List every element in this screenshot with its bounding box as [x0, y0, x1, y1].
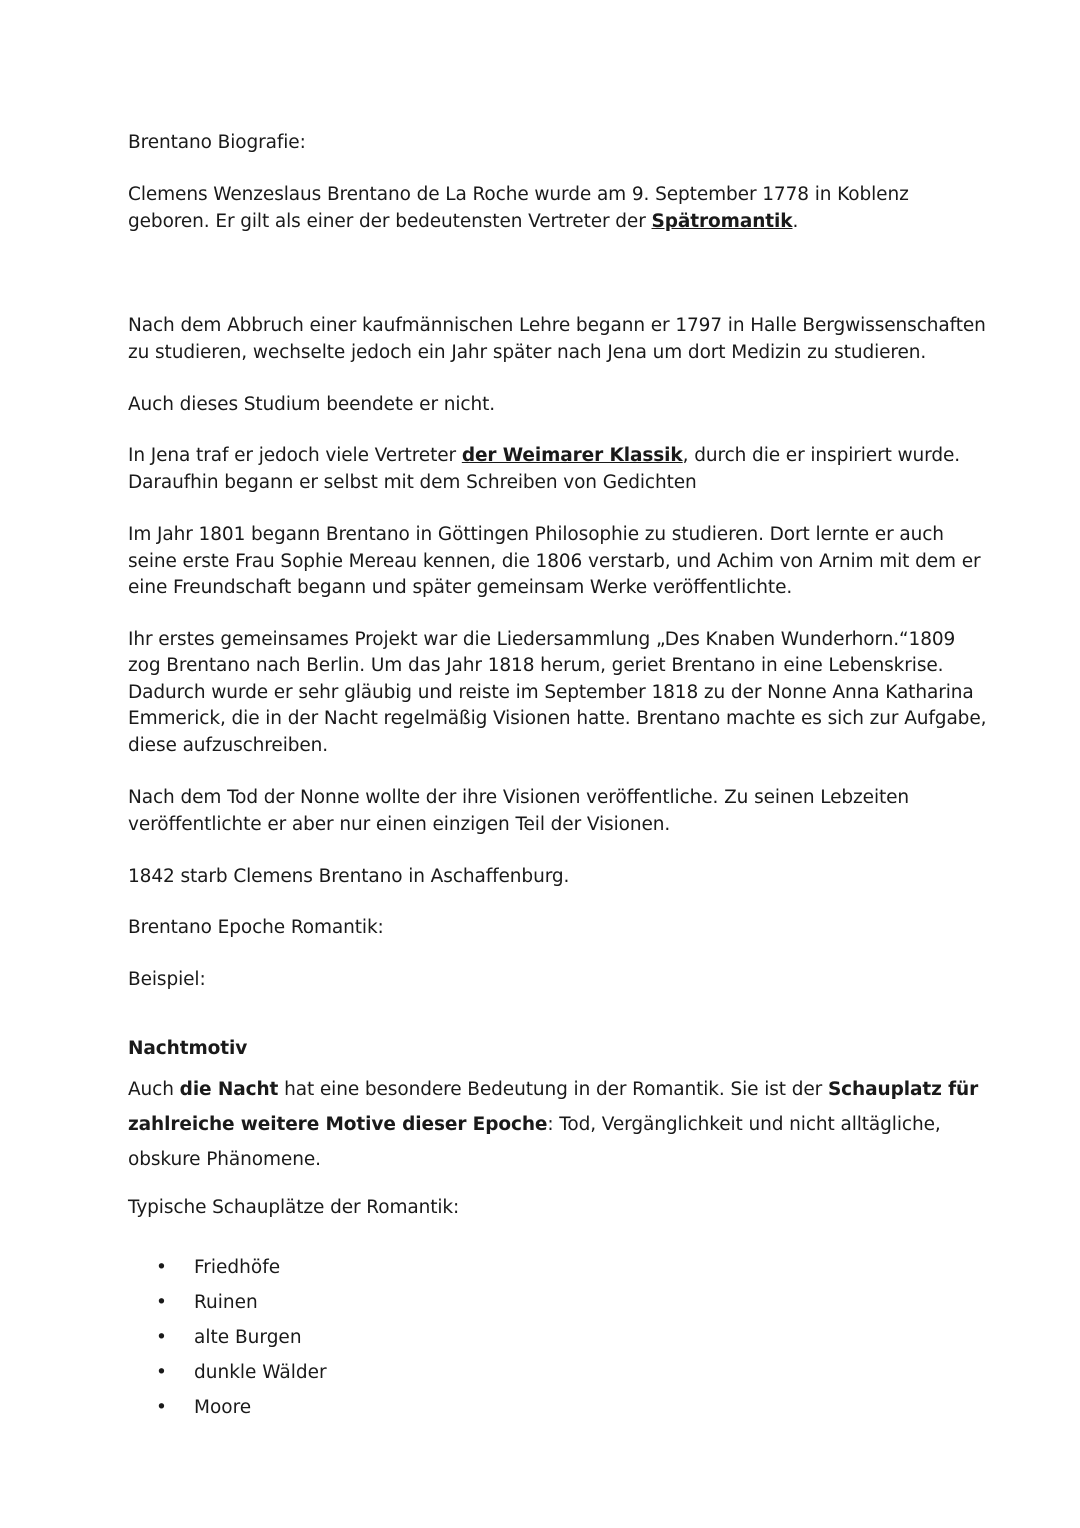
bullet-icon: •	[156, 1362, 167, 1383]
text-segment: Auch	[128, 1079, 180, 1100]
term-weimarer-klassik: der Weimarer Klassik	[461, 445, 683, 466]
bullet-icon: •	[156, 1257, 167, 1278]
heading-example: Beispiel:	[128, 969, 206, 990]
text-segment: .	[792, 211, 799, 232]
text-segment: , durch die er inspiriert wurde.	[682, 445, 961, 466]
bio-paragraph-6-line-4: Emmerick, die in der Nacht regelmäßig Visionen hatte. Brentano machte es sich zur Aufgabe,	[128, 708, 987, 729]
heading-biography: Brentano Biografie:	[128, 132, 306, 153]
text-segment: geboren. Er gilt als einer der bedeutensten Vertreter der	[128, 211, 652, 232]
text-segment: hat eine besondere Bedeutung in der Romantik. Sie ist der	[278, 1079, 828, 1100]
bio-paragraph-6-line-2: zog Brentano nach Berlin. Um das Jahr 1818 herum, geriet Brentano in eine Lebenskrise.	[128, 655, 944, 676]
list-item-text: alte Burgen	[194, 1327, 302, 1348]
bullet-icon: •	[156, 1327, 167, 1348]
bio-paragraph-5-line-3: eine Freundschaft begann und später gemeinsam Werke veröffentlichte.	[128, 577, 793, 598]
bio-paragraph-5-line-1: Im Jahr 1801 begann Brentano in Göttingen Philosophie zu studieren. Dort lernte er auch	[128, 524, 944, 545]
bio-paragraph-6-line-3: Dadurch wurde er sehr gläubig und reiste im September 1818 zu der Nonne Anna Katharina	[128, 682, 974, 703]
bio-paragraph-8: 1842 starb Clemens Brentano in Aschaffenburg.	[128, 866, 570, 887]
bio-paragraph-6-line-5: diese aufzuschreiben.	[128, 735, 329, 756]
bold-segment: zahlreiche weitere Motive dieser Epoche	[128, 1114, 548, 1135]
bullet-icon: •	[156, 1397, 167, 1418]
bio-paragraph-4-line-1	[128, 442, 960, 469]
bio-paragraph-5-line-2: seine erste Frau Sophie Mereau kennen, die 1806 verstarb, und Achim von Arnim mit dem er	[128, 551, 981, 572]
bio-paragraph-2-line-1: Nach dem Abbruch einer kaufmännischen Lehre begann er 1797 in Halle Bergwissenschaften	[128, 315, 986, 336]
list-item-text: Moore	[194, 1397, 252, 1418]
bio-paragraph-1-line-1: Clemens Wenzeslaus Brentano de La Roche wurde am 9. September 1778 in Koblenz	[128, 184, 909, 205]
bio-paragraph-7-line-2: veröffentlichte er aber nur einen einzigen Teil der Visionen.	[128, 814, 671, 835]
motif-paragraph-line-1	[128, 1076, 978, 1103]
bio-paragraph-4-line-2: Daraufhin begann er selbst mit dem Schreiben von Gedichten	[128, 472, 697, 493]
motif-paragraph-line-2	[128, 1111, 941, 1138]
term-spaetromantik: Spätromantik	[651, 211, 793, 232]
list-item-text: Ruinen	[194, 1292, 258, 1313]
motif-paragraph-line-3: obskure Phänomene.	[128, 1149, 321, 1170]
bullet-icon: •	[156, 1292, 167, 1313]
text-segment: : Tod, Vergänglichkeit und nicht alltägliche,	[547, 1114, 941, 1135]
bold-segment: Schauplatz für	[827, 1079, 979, 1100]
motif-title: Nachtmotiv	[128, 1038, 248, 1059]
heading-epoch: Brentano Epoche Romantik:	[128, 917, 384, 938]
bio-paragraph-6-line-1: Ihr erstes gemeinsames Projekt war die Liedersammlung „Des Knaben Wunderhorn.“1809	[128, 629, 956, 650]
bio-paragraph-7-line-1: Nach dem Tod der Nonne wollte der ihre Visionen veröffentliche. Zu seinen Lebzeiten	[128, 787, 910, 808]
list-item-text: Friedhöfe	[194, 1257, 281, 1278]
places-heading: Typische Schauplätze der Romantik:	[128, 1197, 460, 1218]
list-item-text: dunkle Wälder	[194, 1362, 327, 1383]
bold-segment: die Nacht	[179, 1079, 279, 1100]
bio-paragraph-3: Auch dieses Studium beendete er nicht.	[128, 394, 496, 415]
bio-paragraph-2-line-2: zu studieren, wechselte jedoch ein Jahr später nach Jena um dort Medizin zu studieren.	[128, 342, 927, 363]
bio-paragraph-1-line-2	[128, 208, 798, 235]
text-segment: In Jena traf er jedoch viele Vertreter	[128, 445, 462, 466]
